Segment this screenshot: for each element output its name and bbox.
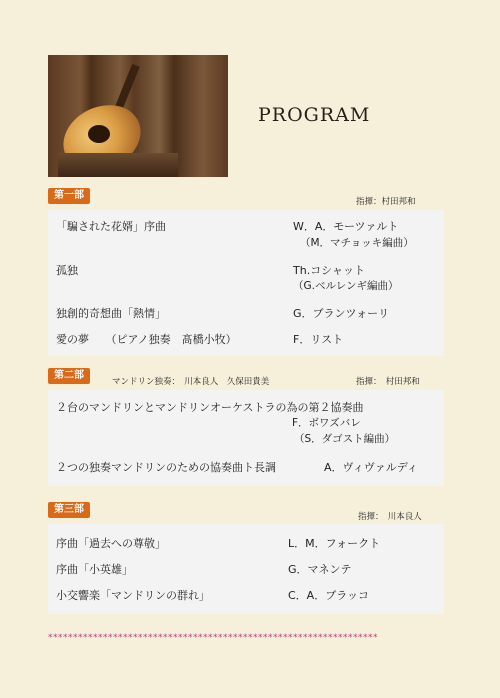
section-label-3: 第三部 — [48, 502, 90, 518]
composer: Th.コシャット — [293, 264, 365, 277]
mandolin-photo — [48, 55, 228, 177]
conductor-3: 指揮： 川本良人 — [358, 512, 422, 522]
section-box-1 — [48, 210, 444, 356]
soloists: マンドリン独奏： 川本良人 久保田貴美 — [112, 377, 270, 387]
composer: F．リスト — [293, 333, 344, 346]
composer: F．ボワズバレ — [292, 417, 361, 429]
piece-title: 小交響楽「マンドリンの群れ」 — [56, 589, 210, 602]
section-label-2: 第二部 — [48, 368, 90, 384]
section-box-2 — [48, 390, 444, 486]
composer: G．マネンテ — [288, 563, 352, 576]
arranger: （M．マチョッキ編曲） — [300, 237, 414, 249]
piece-title: ２台のマンドリンとマンドリンオーケストラの為の第２協奏曲 — [56, 401, 364, 414]
piece-title: 序曲「小英雄」 — [56, 563, 133, 576]
piece-title: 独創的奇想曲「熱情」 — [56, 307, 166, 320]
section-box-3 — [48, 524, 444, 614]
section-label-1: 第一部 — [48, 188, 90, 204]
conductor-1: 指揮：村田邦和 — [356, 197, 416, 207]
composer: W．A．モーツァルト — [293, 220, 399, 233]
piece-title: 「騙された花婿」序曲 — [56, 220, 166, 233]
composer: C．A．ブラッコ — [288, 589, 369, 602]
conductor-2: 指揮： 村田邦和 — [356, 377, 420, 387]
arranger: （S．ダゴスト編曲） — [294, 433, 396, 445]
piece-title: ２つの独奏マンドリンのための協奏曲ト長調 — [56, 461, 276, 474]
composer: A．ヴィヴァルディ — [324, 461, 418, 474]
piece-title: 愛の夢 （ピアノ独奏 髙橋小牧） — [56, 333, 237, 346]
page-title: PROGRAM — [258, 104, 371, 126]
composer: L．M．フォークト — [288, 537, 381, 550]
piece-title: 序曲「過去への尊敬」 — [56, 537, 166, 550]
cloth — [58, 153, 178, 177]
mandolin-soundhole — [88, 125, 110, 143]
arranger: （G.ベルレンギ編曲） — [293, 280, 399, 292]
piece-title: 孤独 — [56, 264, 78, 277]
star-divider: ****************************************************************** — [48, 633, 378, 643]
composer: G．ブランツォーリ — [293, 307, 390, 320]
